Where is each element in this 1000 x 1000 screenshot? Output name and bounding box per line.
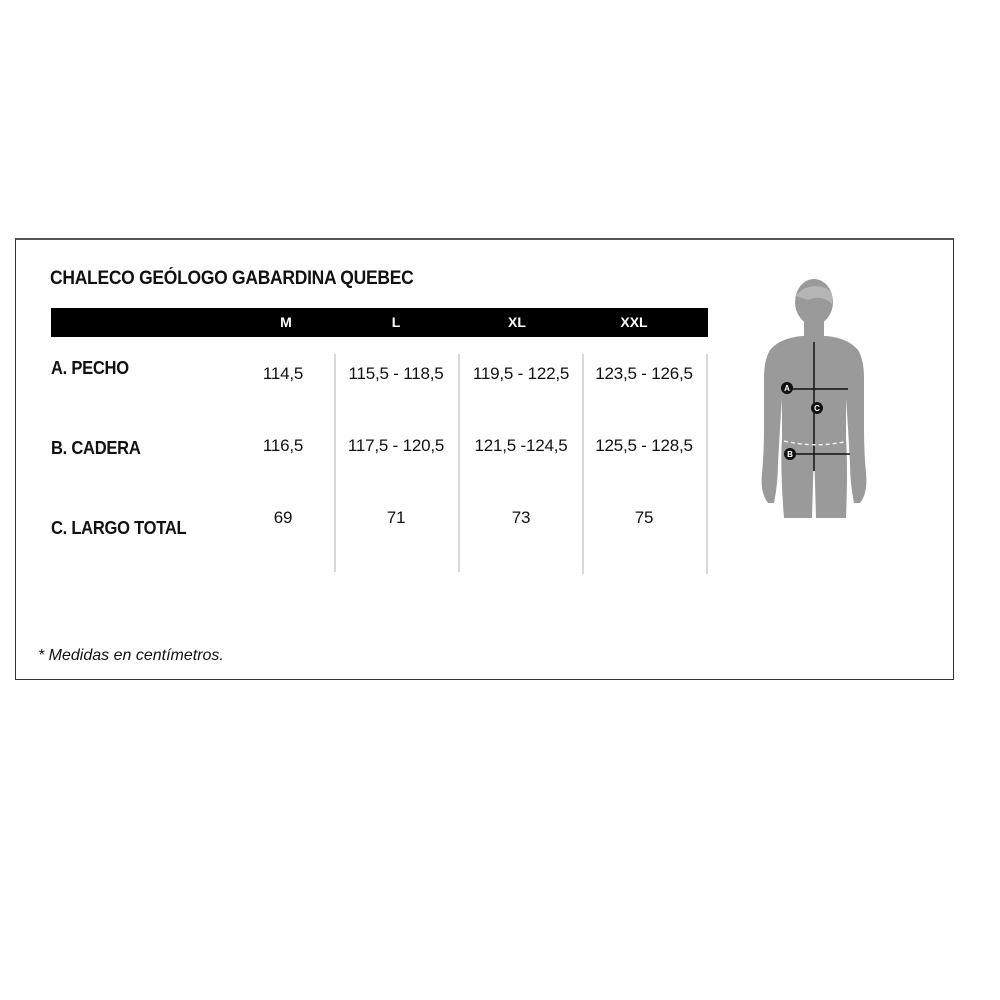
size-header-m: M bbox=[280, 314, 292, 330]
table-cell: 75 bbox=[634, 508, 654, 527]
svg-text:C: C bbox=[814, 404, 820, 413]
size-header-xxl: XXL bbox=[620, 314, 648, 330]
marker-c bbox=[811, 402, 823, 414]
svg-text:B: B bbox=[787, 450, 793, 459]
table-cell: 116,5 bbox=[262, 436, 304, 455]
table-cell: 114,5 bbox=[262, 364, 304, 383]
chart-title: CHALECO GEÓLOGO GABARDINA QUEBEC bbox=[50, 268, 414, 289]
size-header-bar bbox=[51, 308, 708, 337]
table-cell: 115,5 - 118,5 bbox=[348, 364, 444, 383]
row-label-largo-total: C. LARGO TOTAL bbox=[51, 518, 187, 538]
column-divider bbox=[334, 354, 336, 572]
table-cell: 71 bbox=[386, 508, 406, 527]
table-cell: 121,5 -124,5 bbox=[474, 436, 568, 455]
table-cell: 123,5 - 126,5 bbox=[595, 364, 693, 383]
column-divider bbox=[582, 354, 584, 574]
body-silhouette-icon bbox=[750, 278, 870, 523]
table-cell: 125,5 - 128,5 bbox=[595, 436, 693, 455]
size-header-l: L bbox=[391, 314, 401, 330]
marker-b bbox=[784, 448, 796, 460]
table-cell: 69 bbox=[273, 508, 293, 527]
svg-text:A: A bbox=[784, 384, 790, 393]
table-cell: 117,5 - 120,5 bbox=[347, 436, 445, 455]
row-label-pecho: A. PECHO bbox=[51, 358, 129, 378]
table-cell: 73 bbox=[511, 508, 531, 527]
column-divider bbox=[706, 354, 708, 574]
units-note: * Medidas en centímetros. bbox=[38, 647, 224, 664]
table-cell: 119,5 - 122,5 bbox=[472, 364, 570, 383]
size-header-xl: XL bbox=[508, 314, 526, 330]
row-label-cadera: B. CADERA bbox=[51, 438, 141, 458]
marker-a bbox=[781, 382, 793, 394]
column-divider bbox=[458, 354, 460, 572]
